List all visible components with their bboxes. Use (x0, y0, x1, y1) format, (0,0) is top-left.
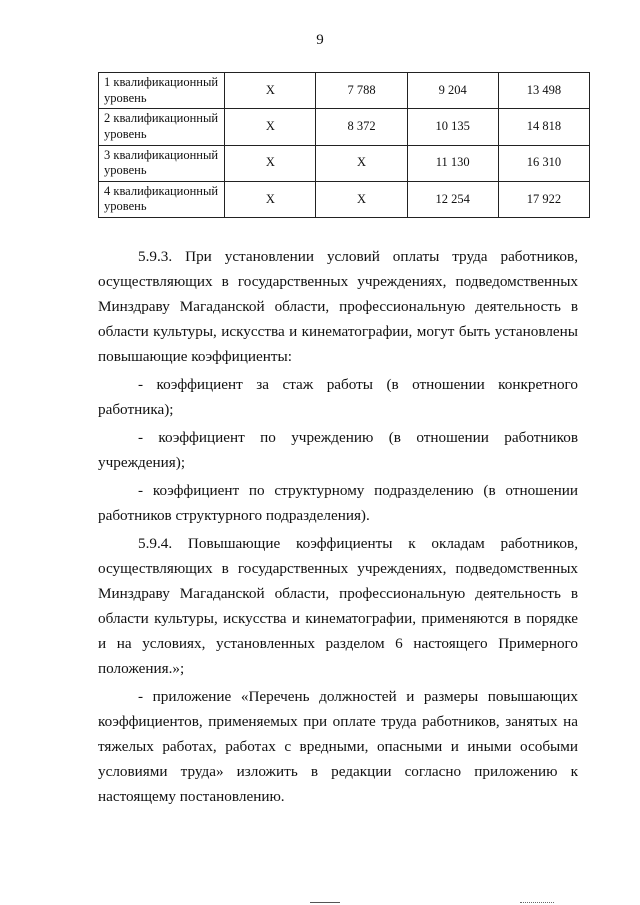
bullet-institution-coefficient: - коэффициент по учреждению (в отношении работников учреждения); (98, 429, 578, 471)
table-row (99, 73, 590, 109)
table-cell-label: 2 квалификационный уровень (99, 109, 225, 145)
table-cell: Х (316, 181, 407, 217)
table-cell-label: 3 квалификационный уровень (99, 145, 225, 181)
table-row (99, 181, 590, 217)
table-cell: 14 818 (498, 109, 589, 145)
table-cell: 11 130 (407, 145, 498, 181)
table-cell: Х (225, 145, 316, 181)
table-cell-label: 4 квалификационный уровень (99, 181, 225, 217)
table-cell: 10 135 (407, 109, 498, 145)
document-body (98, 244, 578, 809)
table-cell: Х (225, 181, 316, 217)
bullet-experience-coefficient: - коэффициент за стаж работы (в отношении конкретного работника); (98, 376, 578, 418)
table-cell: Х (225, 109, 316, 145)
table-row (99, 109, 590, 145)
paragraph-5-9-3: 5.9.3. При установлении условий оплаты труда работников, осуществляющих в государственных учреждениях, подведомственных Минздраву Магаданской области, профессиональную деятельность в области культуры, искусства и кинематографии, могут быть установлены повышающие коэффициенты: (98, 248, 578, 365)
table-cell: 13 498 (498, 73, 589, 109)
footer-mark (520, 902, 554, 903)
table-cell: 12 254 (407, 181, 498, 217)
paragraph-appendix: - приложение «Перечень должностей и размеры повышающих коэффициентов, применяемых при оплате труда работников, занятых на тяжелых работах, работах с вредными, опасными и иными особыми условиями труда» изложить в редакции согласно приложению к настоящему постановлению. (98, 688, 578, 805)
table-cell-label: 1 квалификационный уровень (99, 73, 225, 109)
table-cell: 17 922 (498, 181, 589, 217)
page-number: 9 (316, 32, 324, 48)
footer-divider (310, 902, 340, 903)
bullet-department-coefficient: - коэффициент по структурному подразделению (в отношении работников структурного подразделения). (98, 482, 578, 524)
table-cell: Х (316, 145, 407, 181)
paragraph-5-9-4: 5.9.4. Повышающие коэффициенты к окладам работников, осуществляющих в государственных учреждениях, подведомственных Минздраву Магаданской области, профессиональную деятельность в области культуры, искусства и кинематографии, применяются в порядке и на условиях, установленных разделом 6 настоящего Примерного положения.»; (98, 535, 578, 677)
table-cell: 7 788 (316, 73, 407, 109)
qualification-table (98, 72, 590, 218)
table-row (99, 145, 590, 181)
table-cell: Х (225, 73, 316, 109)
table-cell: 9 204 (407, 73, 498, 109)
table-cell: 8 372 (316, 109, 407, 145)
table-cell: 16 310 (498, 145, 589, 181)
